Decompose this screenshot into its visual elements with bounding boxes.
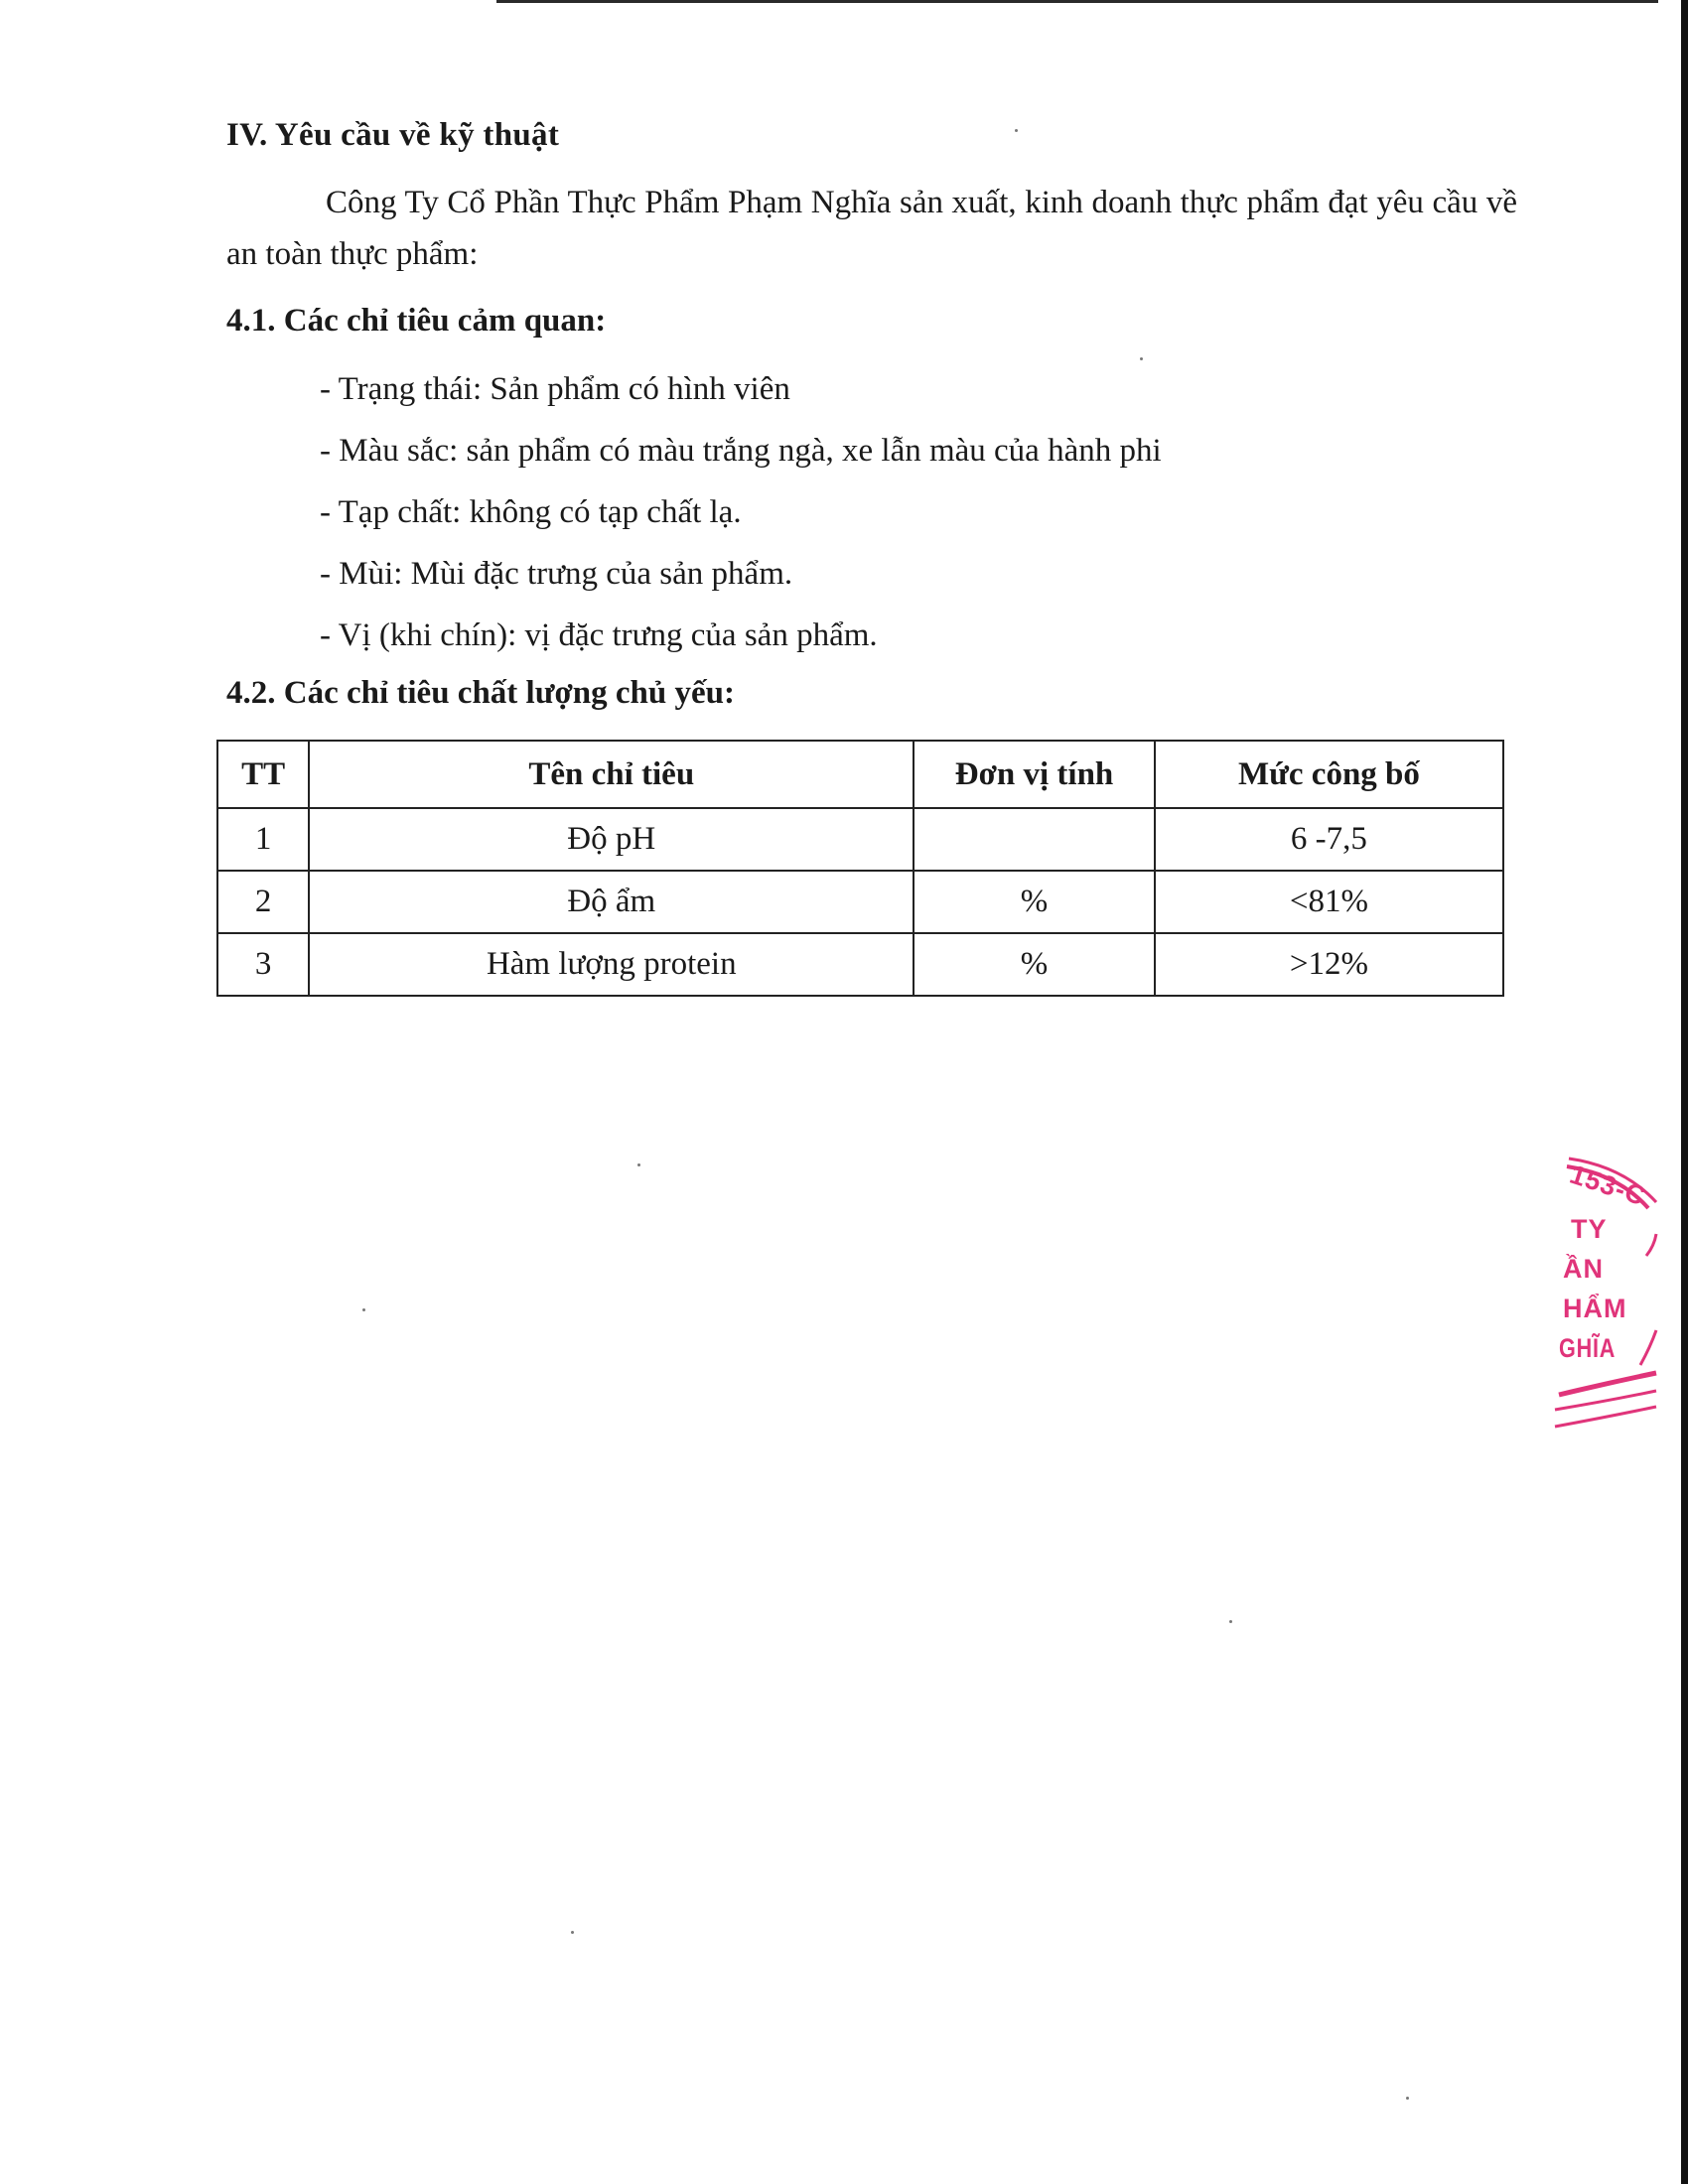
intro-paragraph: Công Ty Cổ Phần Thực Phẩm Phạm Nghĩa sản xuất, kinh doanh thực phẩm đạt yêu cầu về an toàn thực phẩm: <box>226 185 1517 272</box>
sensory-item-color: - Màu sắc: sản phẩm có màu trắng ngà, xe lẫn màu của hành phi <box>320 433 1162 469</box>
scan-right-edge <box>1681 0 1688 2184</box>
table-row <box>217 933 1503 996</box>
scan-top-edge <box>496 0 1658 3</box>
cell-name: Độ pH <box>309 808 914 871</box>
cell-name: Độ ẩm <box>309 871 914 933</box>
scan-speck <box>1406 2097 1409 2100</box>
column-header-name: Tên chỉ tiêu <box>309 741 914 808</box>
scan-speck <box>362 1308 365 1311</box>
seal-text-line: ẦN <box>1563 1254 1604 1284</box>
table-row <box>217 808 1503 871</box>
cell-unit: % <box>914 933 1155 996</box>
cell-value: >12% <box>1155 933 1503 996</box>
column-header-unit: Đơn vị tính <box>914 741 1155 808</box>
scan-speck <box>1015 129 1018 132</box>
sensory-list <box>320 363 1162 671</box>
cell-unit: % <box>914 871 1155 933</box>
cell-tt: 1 <box>217 808 309 871</box>
seal-text-line: TY <box>1571 1214 1608 1244</box>
sensory-heading: 4.1. Các chỉ tiêu cảm quan: <box>226 303 607 339</box>
section-heading: IV. Yêu cầu về kỹ thuật <box>226 117 560 153</box>
column-header-value: Mức công bố <box>1155 741 1503 808</box>
scan-speck <box>637 1163 640 1166</box>
table-row <box>217 871 1503 933</box>
cell-unit <box>914 808 1155 871</box>
cell-tt: 3 <box>217 933 309 996</box>
sensory-item-state: - Trạng thái: Sản phẩm có hình viên <box>320 371 790 407</box>
cell-tt: 2 <box>217 871 309 933</box>
scan-speck <box>571 1931 574 1934</box>
scan-speck <box>1140 357 1143 360</box>
quality-table <box>216 740 1504 997</box>
quality-heading: 4.2. Các chỉ tiêu chất lượng chủ yếu: <box>226 675 735 711</box>
sensory-item-taste: - Vị (khi chín): vị đặc trưng của sản phẩm. <box>320 617 878 653</box>
cell-value: <81% <box>1155 871 1503 933</box>
cell-name: Hàm lượng protein <box>309 933 914 996</box>
scan-speck <box>1229 1620 1232 1623</box>
seal-text-line: HẨM <box>1563 1294 1627 1323</box>
seal-text-line: GHĨA <box>1559 1333 1617 1363</box>
sensory-item-impurity: - Tạp chất: không có tạp chất lạ. <box>320 494 742 530</box>
sensory-item-smell: - Mùi: Mùi đặc trưng của sản phẩm. <box>320 556 793 592</box>
company-seal-stamp <box>1549 1157 1658 1434</box>
column-header-tt: TT <box>217 741 309 808</box>
seal-text-line: 153-C <box>1566 1159 1650 1212</box>
cell-value: 6 -7,5 <box>1155 808 1503 871</box>
table-header-row <box>217 741 1503 808</box>
